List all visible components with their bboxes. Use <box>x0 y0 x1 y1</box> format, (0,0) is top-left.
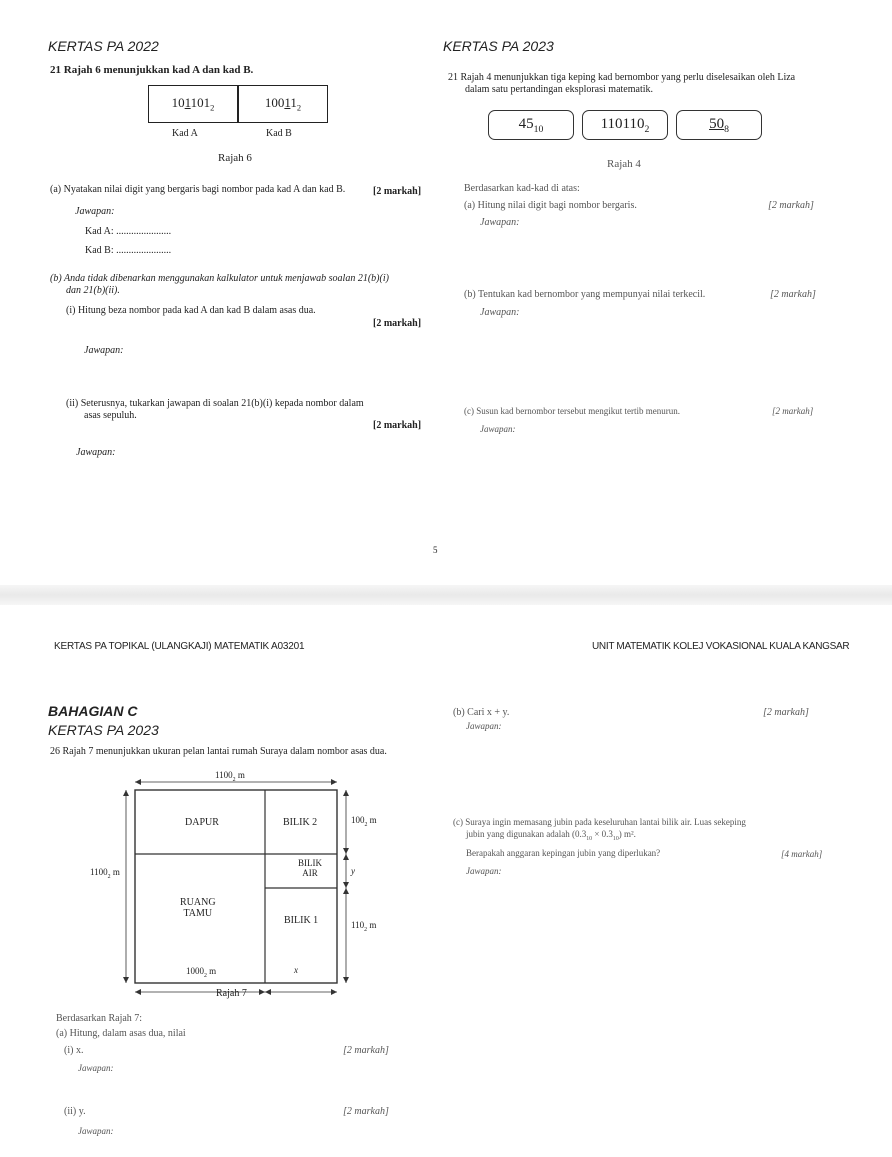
right-bottom-dimension-label: $110_2$ m <box>351 920 377 933</box>
floor-plan-diagram <box>110 768 400 1008</box>
q26-intro: 26 Rajah 7 menunjukkan ukuran pelan lantai rumah Suraya dalam nombor asas dua. <box>50 746 387 757</box>
arrowhead-icon <box>123 977 129 983</box>
x-label: x <box>294 965 298 975</box>
arrowhead-icon <box>343 882 349 888</box>
room-dapur: DAPUR <box>185 817 219 828</box>
room-bilik-1: BILIK 1 <box>284 915 319 926</box>
right-top-dimension-label: $100_2$ m <box>351 815 377 828</box>
q26-part-a-i-marks: [2 markah] <box>343 1045 389 1056</box>
arrowhead-icon <box>343 854 349 860</box>
card-base-ten-number: $45_{10}$ <box>518 115 544 135</box>
paper-label: KERTAS PA 2023 <box>48 722 159 738</box>
card-a-number: $101101_2$ <box>171 95 215 113</box>
q21-left-part-a: (a) Nyatakan nilai digit yang bergaris bagi nombor pada kad A dan kad B. <box>50 184 346 195</box>
q21-right-intro-cont: dalam satu pertandingan eksplorasi matematik. <box>465 84 653 95</box>
arrowhead-icon <box>135 989 141 995</box>
arrowhead-icon <box>343 977 349 983</box>
answer-label: Jawapan: <box>78 1063 114 1073</box>
room-bilik-air: BILIK AIR <box>298 858 322 878</box>
card-b-number: $10011_2$ <box>264 95 302 113</box>
answer-label-4: Jawapan: <box>466 866 502 876</box>
card-b <box>238 85 328 123</box>
q21-left-part-b-ii: (ii) Seterusnya, tukarkan jawapan di soalan 21(b)(i) kepada nombor dalam <box>66 398 364 409</box>
q21-left-part-a-marks: [2 markah] <box>373 186 422 197</box>
q21-left-part-b-i-marks: [2 markah] <box>373 318 422 329</box>
answer-label-2: Jawapan: <box>480 307 520 318</box>
arrowhead-icon <box>135 779 141 785</box>
q21-left-part-b-ii-marks: [2 markah] <box>373 420 422 431</box>
q21-left-part-b: (b) Anda tidak dibenarkan menggunakan kalkulator untuk menjawab soalan 21(b)(i) <box>50 273 389 284</box>
page-number: 5 <box>433 545 438 555</box>
answer-label-3: Jawapan: <box>480 424 516 434</box>
q21-right-part-a: (a) Hitung nilai digit bagi nombor bergaris. <box>464 200 637 211</box>
arrowhead-icon <box>343 790 349 796</box>
q21-left-part-b-ii-cont: asas sepuluh. <box>84 410 137 421</box>
card-base-ten <box>488 110 574 140</box>
card-base-eight <box>676 110 762 140</box>
arrowhead-icon <box>331 989 337 995</box>
q26-part-b-marks: [2 markah] <box>763 707 809 718</box>
q21-right-based-on: Berdasarkan kad-kad di atas: <box>464 183 580 194</box>
arrowhead-icon <box>265 989 271 995</box>
page-2-header-right: UNIT MATEMATIK KOLEJ VOKASIONAL KUALA KANGSAR <box>592 641 850 652</box>
q26-part-a: (a) Hitung, dalam asas dua, nilai <box>56 1028 186 1039</box>
arrowhead-icon <box>259 989 265 995</box>
q26-part-c-cont: jubin yang digunakan adalah $(0.3_{10} \times 0.3_{10})$ m². <box>466 829 636 842</box>
y-label: y <box>351 866 355 876</box>
room-ruang-tamu: RUANG TAMU <box>180 897 216 919</box>
page-separator <box>0 585 892 605</box>
q21-right-part-c-marks: [2 markah] <box>772 406 814 416</box>
q21-right-part-c: (c) Susun kad bernombor tersebut mengikut tertib menurun. <box>464 406 680 416</box>
q26-based-on: Berdasarkan Rajah 7: <box>56 1013 143 1024</box>
card-base-two-number: $110110_2$ <box>600 115 650 135</box>
page-2-header-left: KERTAS PA TOPIKAL (ULANGKAJI) MATEMATIK A03201 <box>54 641 305 652</box>
arrowhead-icon <box>343 848 349 854</box>
card-b-label: Kad B <box>266 128 292 139</box>
section-title: BAHAGIAN C <box>48 703 138 719</box>
card-a-label: Kad A <box>172 128 198 139</box>
kad-b-answer-line: Kad B: ...................... <box>85 245 172 256</box>
q21-right-part-a-marks: [2 markah] <box>768 200 814 211</box>
answer-label-3: Jawapan: <box>466 721 502 731</box>
q26-part-c-question: Berapakah anggaran kepingan jubin yang diperlukan? <box>466 848 661 858</box>
q26-part-a-ii: (ii) y. <box>64 1106 86 1117</box>
answer-label-3: Jawapan: <box>76 447 116 458</box>
bottom-dimension-label: $1000_2$ m <box>186 966 217 979</box>
q26-part-c: (c) Suraya ingin memasang jubin pada keseluruhan lantai bilik air. Luas sekeping <box>453 817 746 827</box>
q26-part-c-marks: [4 markah] <box>781 849 823 859</box>
arrowhead-icon <box>123 790 129 796</box>
card-base-eight-number: $50_8$ <box>709 115 729 135</box>
q26-part-a-i: (i) x. <box>64 1045 84 1056</box>
arrowhead-icon <box>331 779 337 785</box>
q26-part-a-ii-marks: [2 markah] <box>343 1106 389 1117</box>
answer-label-2: Jawapan: <box>78 1126 114 1136</box>
answer-label: Jawapan: <box>75 206 115 217</box>
q21-left-part-b-i: (i) Hitung beza nombor pada kad A dan kad B dalam asas dua. <box>66 305 316 316</box>
card-a <box>148 85 238 123</box>
kad-a-answer-line: Kad A: ...................... <box>85 226 172 237</box>
figure-caption-rajah-6: Rajah 6 <box>218 152 252 164</box>
card-base-two <box>582 110 668 140</box>
room-bilik-2: BILIK 2 <box>283 817 318 828</box>
q21-right-part-b: (b) Tentukan kad bernombor yang mempunyai nilai terkecil. <box>464 289 706 300</box>
figure-caption-rajah-4: Rajah 4 <box>607 158 641 170</box>
left-dimension-label: $1100_2$ m <box>90 867 120 880</box>
figure-caption-rajah-7: Rajah 7 <box>216 988 247 999</box>
q21-right-intro: 21 Rajah 4 menunjukkan tiga keping kad bernombor yang perlu diselesaikan oleh Liza <box>448 72 796 83</box>
q21-left-intro: 21 Rajah 6 menunjukkan kad A dan kad B. <box>50 64 254 76</box>
top-dimension-label: $1100_2$ m <box>215 770 245 783</box>
left-paper-header: KERTAS PA 2022 <box>48 38 159 54</box>
answer-label: Jawapan: <box>480 217 520 228</box>
q21-right-part-b-marks: [2 markah] <box>770 289 816 300</box>
right-paper-header: KERTAS PA 2023 <box>443 38 554 54</box>
arrowhead-icon <box>343 888 349 894</box>
q21-left-part-b-cont: dan 21(b)(ii). <box>66 285 120 296</box>
answer-label-2: Jawapan: <box>84 345 124 356</box>
q26-part-b: (b) Cari x + y. <box>453 707 510 718</box>
